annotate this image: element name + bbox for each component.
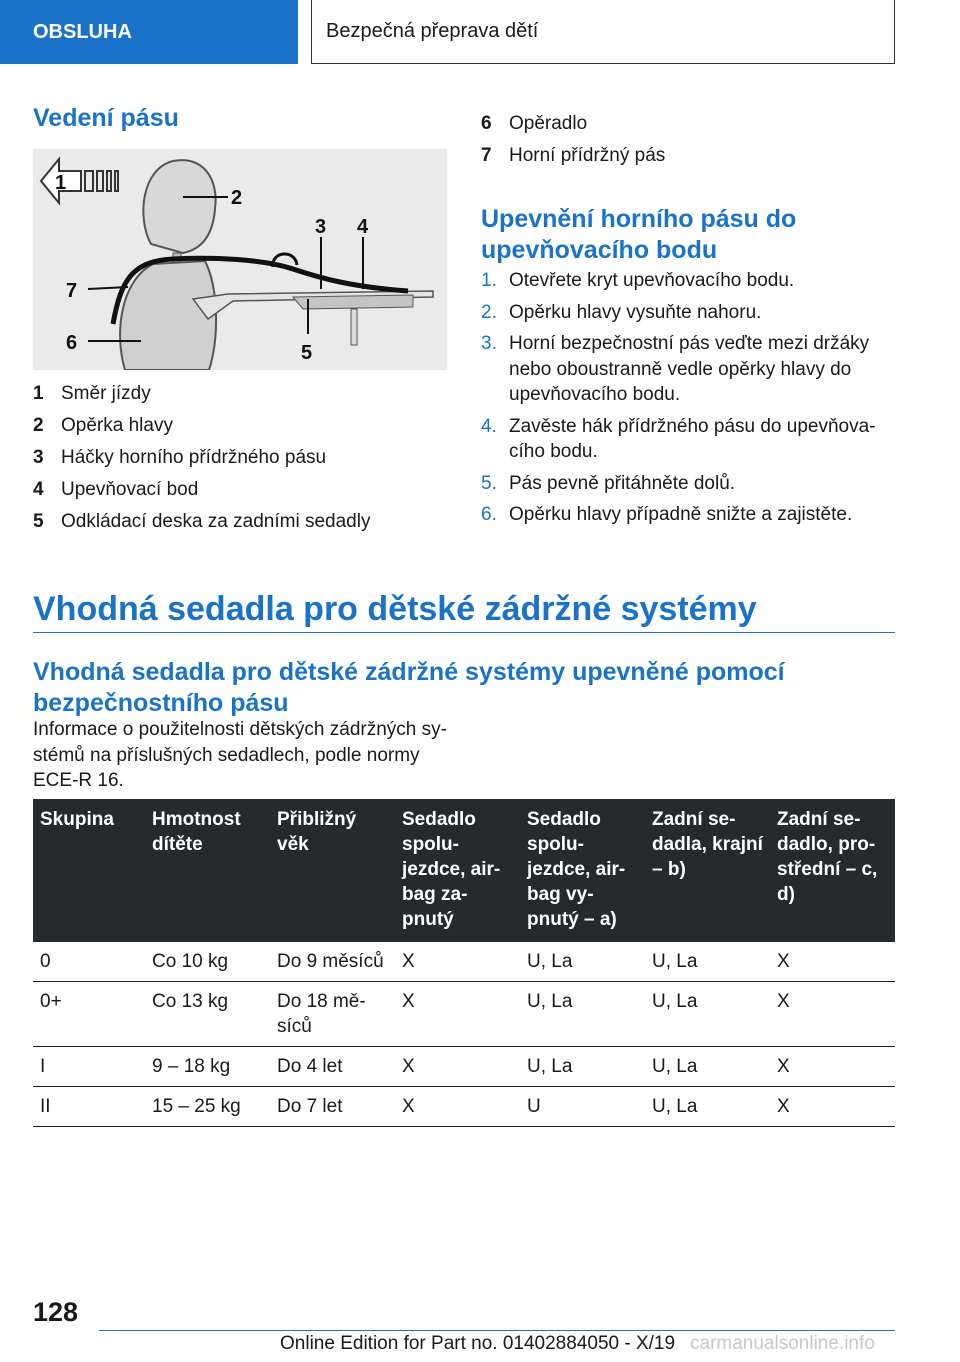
list-item: 1. Otevřete kryt upevňovacího bodu. [481, 270, 795, 291]
suitable-seats-intro: Informace o použitelnosti dětských zádržných sy-stémů na příslušných sedadlech, podle normy ECE-R 16. [33, 719, 447, 791]
list-item: 6. Opěrku hlavy případně snižte a zajistěte. [481, 504, 853, 525]
table-cell: 9 – 18 kg [145, 1047, 270, 1087]
table-cell: U, La [520, 982, 645, 1047]
table-cell: 0 [33, 942, 145, 982]
watermark: carmanualsonline.info [690, 1333, 875, 1354]
header-chapter-label: Bezpečná přeprava dětí [326, 20, 539, 42]
table-cell: I [33, 1047, 145, 1087]
table-cell: X [770, 1087, 895, 1127]
table-cell: II [33, 1087, 145, 1127]
suitable-seats-subheading: Vhodná sedadla pro dětské zádržné systémy upevněné pomocí bezpečnostního pásu [33, 658, 785, 717]
list-item: 4. Zavěste hák přídržného pásu do upevňova-cího bodu. [481, 415, 876, 462]
table-row [33, 982, 895, 1047]
table-cell: Do 4 let [270, 1047, 395, 1087]
header-section-label: OBSLUHA [33, 20, 132, 43]
figure-legend-right [481, 108, 665, 172]
table-cell: X [770, 1047, 895, 1087]
table-cell: X [395, 982, 520, 1047]
figure-legend-left [33, 378, 370, 538]
table-cell: X [770, 982, 895, 1047]
list-item: 1 Směr jízdy [33, 383, 151, 404]
header-chapter-title [311, 0, 895, 64]
column-header: Sedadlo spolu-jezdce, air-bag za-pnutý [395, 799, 520, 942]
column-header: Hmotnost dítěte [145, 799, 270, 942]
table-cell: X [395, 1047, 520, 1087]
seat-suitability-table [33, 799, 895, 1127]
table-cell: 0+ [33, 982, 145, 1047]
table-cell: Do 18 mě-síců [270, 982, 395, 1047]
belt-routing-figure [33, 149, 447, 370]
table-cell: Co 13 kg [145, 982, 270, 1047]
table-cell: U, La [520, 942, 645, 982]
belt-routing-heading: Vedení pásu [33, 104, 179, 132]
table-cell: U, La [520, 1047, 645, 1087]
callout-2: 2 [231, 187, 243, 209]
list-item: 7 Horní přídržný pás [481, 145, 666, 166]
table-cell: Co 10 kg [145, 942, 270, 982]
table-row [33, 942, 895, 982]
list-item: 3. Horní bezpečnostní pás veďte mezi držáky nebo oboustranně vedle opěrky hlavy do upevňovacího bodu. [481, 333, 870, 405]
column-header: Sedadlo spolu-jezdce, air-bag vy-pnutý – a) [520, 799, 645, 942]
suitable-seats-heading: Vhodná sedadla pro dětské zádržné systémy [33, 588, 895, 633]
table-cell: Do 9 měsíců [270, 942, 395, 982]
table-cell: U [520, 1087, 645, 1127]
table-header-row [33, 799, 895, 942]
list-item: 2 Opěrka hlavy [33, 415, 173, 436]
callout-5: 5 [301, 342, 313, 364]
table-cell: X [395, 942, 520, 982]
table-cell: U, La [645, 1047, 770, 1087]
column-header: Zadní se-dadla, krajní – b) [645, 799, 770, 942]
callout-7: 7 [66, 280, 78, 302]
table-cell: U, La [645, 982, 770, 1047]
table-row [33, 1087, 895, 1127]
table-cell: 15 – 25 kg [145, 1087, 270, 1127]
table-row [33, 1047, 895, 1087]
list-item: 2. Opěrku hlavy vysuňte nahoru. [481, 301, 762, 323]
table-cell: X [770, 942, 895, 982]
callout-3: 3 [315, 216, 327, 238]
table-cell: X [395, 1087, 520, 1127]
callout-1: 1 [55, 172, 67, 194]
edition-note: Online Edition for Part no. 01402884050 - X/19 [280, 1333, 676, 1354]
column-header: Zadní se-dadlo, pro-střední – c, d) [770, 799, 895, 942]
list-item: 4 Upevňovací bod [33, 479, 199, 500]
page-number: 128 [33, 1297, 79, 1327]
fastening-heading: Upevnění horního pásu do upevňovacího bodu [481, 205, 797, 264]
table-cell: U, La [645, 942, 770, 982]
headrest-belt-illustration [33, 149, 447, 370]
list-item: 6 Opěradlo [481, 113, 588, 134]
list-item: 5. Pás pevně přitáhněte dolů. [481, 472, 736, 494]
column-header: Skupina [33, 799, 145, 942]
footer-divider [99, 1330, 895, 1331]
header-section-tab [0, 0, 298, 64]
list-item: 3 Háčky horního přídržného pásu [33, 447, 327, 468]
fastening-steps [481, 268, 895, 534]
callout-6: 6 [66, 332, 78, 354]
table-cell: Do 7 let [270, 1087, 395, 1127]
column-header: Přibližný věk [270, 799, 395, 942]
callout-4: 4 [357, 216, 369, 238]
table-cell: U, La [645, 1087, 770, 1127]
list-item: 5 Odkládací deska za zadními sedadly [33, 511, 371, 532]
